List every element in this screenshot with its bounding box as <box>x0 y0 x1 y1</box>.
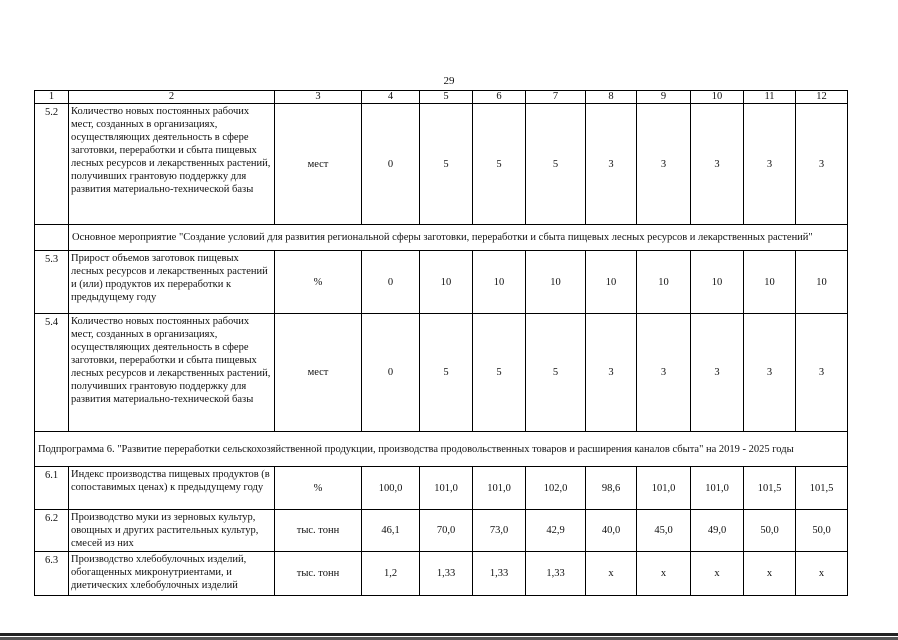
value-cell: 1,33 <box>473 552 526 596</box>
value-cell: 50,0 <box>796 510 848 552</box>
value-cell: 45,0 <box>637 510 691 552</box>
header-cell: 7 <box>526 91 586 104</box>
value-cell: 5 <box>473 314 526 432</box>
value-cell: х <box>691 552 744 596</box>
value-cell: 101,5 <box>796 467 848 510</box>
header-cell: 4 <box>362 91 420 104</box>
value-cell: 10 <box>796 251 848 314</box>
unit-cell: % <box>275 467 362 510</box>
column-number-header <box>35 91 848 104</box>
unit-cell: мест <box>275 104 362 225</box>
value-cell: 5 <box>526 314 586 432</box>
value-cell: 5 <box>473 104 526 225</box>
value-cell: 100,0 <box>362 467 420 510</box>
row-number: 6.1 <box>35 467 69 510</box>
row-number: 5.3 <box>35 251 69 314</box>
indicator-name: Производство хлебобулочных изделий, обогащенных микронутриентами, и диетических хлебобулочных изделий <box>69 552 275 596</box>
value-cell: 101,0 <box>637 467 691 510</box>
value-cell: 1,33 <box>420 552 473 596</box>
value-cell: 3 <box>637 104 691 225</box>
header-cell: 8 <box>586 91 637 104</box>
scan-edge-line <box>0 633 898 636</box>
row-number: 5.4 <box>35 314 69 432</box>
header-cell: 10 <box>691 91 744 104</box>
indicators-table <box>34 90 848 596</box>
table-row <box>35 251 848 314</box>
section-row <box>35 225 848 251</box>
value-cell: 5 <box>420 314 473 432</box>
value-cell: х <box>796 552 848 596</box>
value-cell: 50,0 <box>744 510 796 552</box>
row-number: 6.3 <box>35 552 69 596</box>
indicator-name: Количество новых постоянных рабочих мест, созданных в организациях, осуществляющих деятельность в сфере заготовки, переработки и сбыта пищевых лесных ресурсов и лекарственных растений, получивших грантовую поддержку для развития материально-технической базы <box>69 104 275 225</box>
value-cell: 10 <box>473 251 526 314</box>
table-row <box>35 314 848 432</box>
value-cell: х <box>744 552 796 596</box>
value-cell: 3 <box>796 314 848 432</box>
value-cell: 10 <box>691 251 744 314</box>
page-number: 29 <box>443 75 455 87</box>
value-cell: 40,0 <box>586 510 637 552</box>
indicator-name: Количество новых постоянных рабочих мест, созданных в организациях, осуществляющих деятельность в сфере заготовки, переработки и сбыта пищевых лесных ресурсов и лекарственных растений, получивших грантовую поддержку для развития материально-технической базы <box>69 314 275 432</box>
value-cell: 3 <box>586 314 637 432</box>
value-cell: 5 <box>420 104 473 225</box>
subprogram-6-title: Подпрограмма 6. "Развитие переработки сельскохозяйственной продукции, производства продовольственных товаров и расширения каналов сбыта" на 2019 - 2025 годы <box>35 432 848 467</box>
indicator-name: Прирост объемов заготовок пищевых лесных ресурсов и лекарственных растений и (или) продуктов их переработки к предыдущему году <box>69 251 275 314</box>
value-cell: 0 <box>362 104 420 225</box>
unit-cell: % <box>275 251 362 314</box>
value-cell: 1,2 <box>362 552 420 596</box>
header-cell: 1 <box>35 91 69 104</box>
table-row <box>35 104 848 225</box>
unit-cell: тыс. тонн <box>275 510 362 552</box>
table-row <box>35 552 848 596</box>
header-cell: 12 <box>796 91 848 104</box>
header-cell: 2 <box>69 91 275 104</box>
value-cell: 3 <box>691 104 744 225</box>
value-cell: 70,0 <box>420 510 473 552</box>
value-cell: 3 <box>744 104 796 225</box>
value-cell: х <box>637 552 691 596</box>
header-cell: 9 <box>637 91 691 104</box>
unit-cell: тыс. тонн <box>275 552 362 596</box>
header-cell: 5 <box>420 91 473 104</box>
value-cell: 10 <box>637 251 691 314</box>
header-cell: 11 <box>744 91 796 104</box>
value-cell: х <box>586 552 637 596</box>
value-cell: 10 <box>744 251 796 314</box>
value-cell: 10 <box>420 251 473 314</box>
value-cell: 101,0 <box>473 467 526 510</box>
unit-cell: мест <box>275 314 362 432</box>
value-cell: 102,0 <box>526 467 586 510</box>
table-row <box>35 510 848 552</box>
value-cell: 101,0 <box>420 467 473 510</box>
header-cell: 3 <box>275 91 362 104</box>
value-cell: 42,9 <box>526 510 586 552</box>
indicator-name: Индекс производства пищевых продуктов (в сопоставимых ценах) к предыдущему году <box>69 467 275 510</box>
value-cell: 3 <box>796 104 848 225</box>
value-cell: 0 <box>362 314 420 432</box>
value-cell: 98,6 <box>586 467 637 510</box>
indicator-name: Производство муки из зерновых культур, овощных и других растительных культур, смесей из них <box>69 510 275 552</box>
section-blank-cell <box>35 225 69 251</box>
value-cell: 10 <box>586 251 637 314</box>
value-cell: 3 <box>691 314 744 432</box>
main-event-title: Основное мероприятие "Создание условий для развития региональной сферы заготовки, переработки и сбыта пищевых лесных ресурсов и лекарственных растений" <box>69 225 848 251</box>
row-number: 6.2 <box>35 510 69 552</box>
value-cell: 73,0 <box>473 510 526 552</box>
value-cell: 3 <box>744 314 796 432</box>
value-cell: 101,0 <box>691 467 744 510</box>
value-cell: 3 <box>586 104 637 225</box>
value-cell: 49,0 <box>691 510 744 552</box>
table-row <box>35 467 848 510</box>
value-cell: 3 <box>637 314 691 432</box>
section-row <box>35 432 848 467</box>
value-cell: 1,33 <box>526 552 586 596</box>
value-cell: 10 <box>526 251 586 314</box>
header-cell: 6 <box>473 91 526 104</box>
value-cell: 101,5 <box>744 467 796 510</box>
row-number: 5.2 <box>35 104 69 225</box>
value-cell: 5 <box>526 104 586 225</box>
value-cell: 46,1 <box>362 510 420 552</box>
value-cell: 0 <box>362 251 420 314</box>
